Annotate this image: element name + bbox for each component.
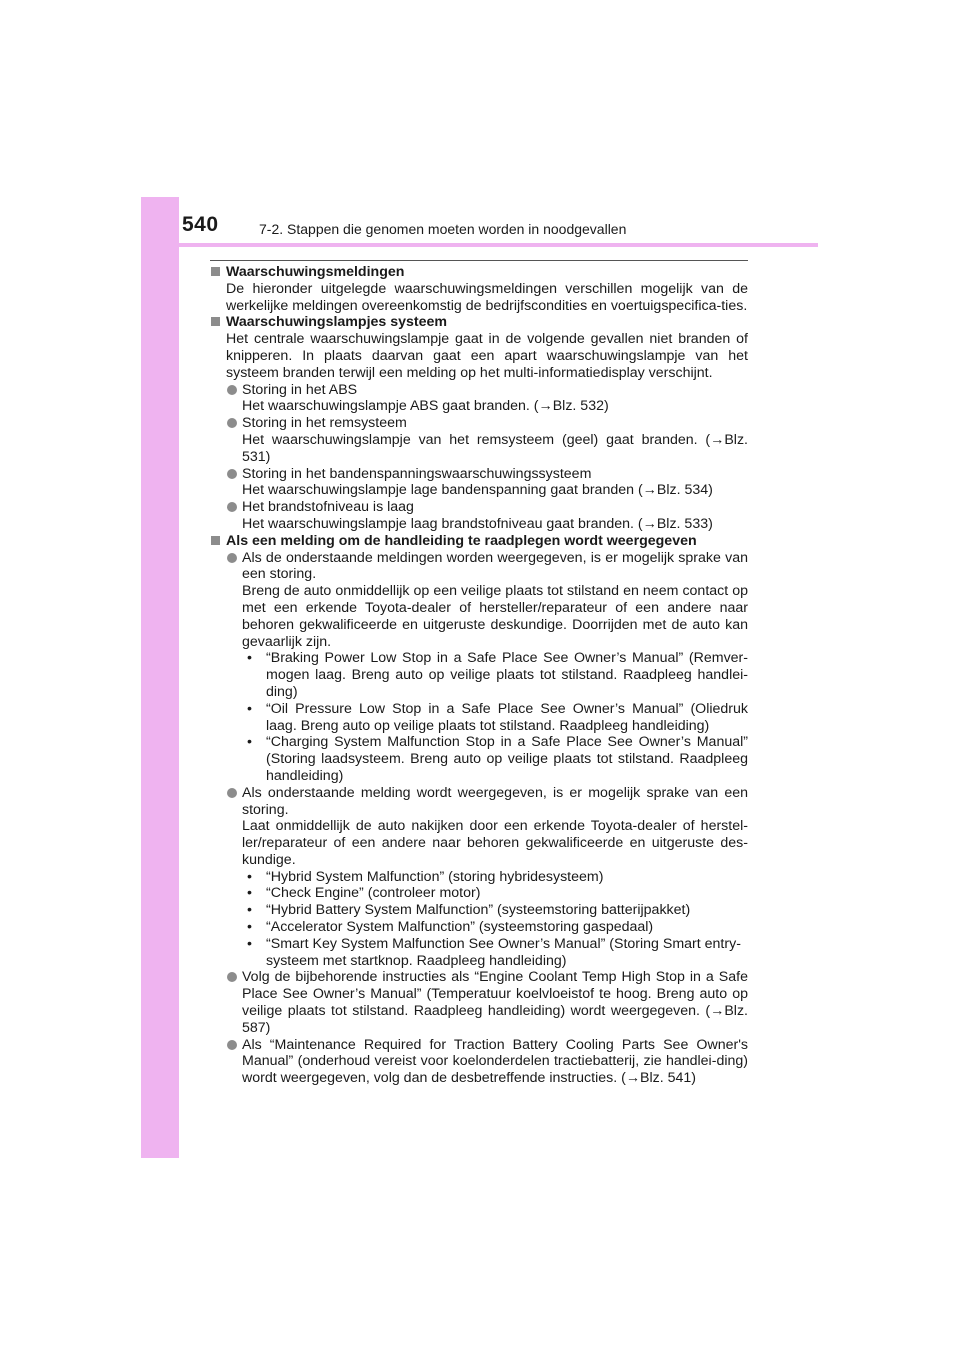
item-text: Het waarschuwingslampje ABS gaat branden. (→Blz. 532) xyxy=(242,398,609,415)
section-heading: Als een melding om de handleiding te raadplegen wordt weergegeven xyxy=(226,532,697,549)
section-handleiding-melding xyxy=(210,533,748,1087)
item-intro: Als de onderstaande meldingen worden weergegeven, is er mogelijk sprake van een storing. xyxy=(242,549,748,583)
section-text: Het centrale waarschuwingslampje gaat in de volgende gevallen niet branden of knipperen. In plaats daarvan gaat een apart waarschuwingslampje van het systeem branden terwijl een melding op het multi-informatiedisplay verschijnt. xyxy=(226,331,748,381)
item-intro: Als onderstaande melding wordt weergegeven, is er mogelijk sprake van een storing. xyxy=(242,784,748,818)
list-item xyxy=(226,969,748,1036)
list-item xyxy=(226,550,748,785)
chapter-section-title: 7-2. Stappen die genomen moeten worden in noodgevallen xyxy=(259,221,627,237)
item-text: Het waarschuwingslampje van het remsysteem (geel) gaat branden. (→Blz. 531) xyxy=(242,431,748,465)
item-title: Storing in het ABS xyxy=(242,381,358,398)
message-bullet: • “Oil Pressure Low Stop in a Safe Place See Owner’s Manual” (Oliedruk laag. Breng auto op veilige plaats tot stilstand. Raadpleeg handleiding) xyxy=(242,701,748,735)
message-bullet: • “Accelerator System Malfunction” (systeemstoring gaspedaal) xyxy=(242,919,748,936)
item-intro: Volg de bijbehorende instructies als “Engine Coolant Temp High Stop in a Safe Place See Owner’s Manual” (Temperatuur koelvloeistof te hoog. Breng auto op veilige plaats tot stilstand. Raadpleeg handleiding) wordt weergegeven. (→Blz. 587) xyxy=(242,969,748,1036)
item-title: Storing in het remsysteem xyxy=(242,415,407,432)
message-bullet: • “Hybrid System Malfunction” (storing hybridesysteem) xyxy=(242,869,748,886)
circle-bullet-icon xyxy=(227,1040,237,1050)
circle-bullet-icon xyxy=(227,502,237,512)
section-text: De hieronder uitgelegde waarschuwingsmeldingen verschillen mogelijk van de werkelijke meldingen overeenkomstig de bedrijfscondities en voertuigspecifica-ties. xyxy=(226,280,748,314)
list-item xyxy=(226,382,748,416)
header-rule xyxy=(141,243,818,247)
message-list xyxy=(242,650,748,784)
chapter-side-band xyxy=(141,197,179,1158)
section-waarschuwingslampjes xyxy=(210,314,748,532)
square-bullet-icon xyxy=(211,317,220,326)
circle-bullet-icon xyxy=(227,788,237,798)
list-item xyxy=(226,785,748,970)
content-top-rule xyxy=(210,260,748,261)
list-item xyxy=(226,499,748,533)
message-bullet: • “Charging System Malfunction Stop in a Safe Place See Owner’s Manual” (Storing laadsysteem. Breng auto op veilige plaats tot stilstand. Raadpleeg handleiding) xyxy=(242,734,748,784)
item-text: Breng de auto onmiddellijk op een veilige plaats tot stilstand en neem contact op met een erkende Toyota-dealer of hersteller/reparateur of een andere naar behoren gekwalificeerde en uitgeruste deskundige. Doorrijden met de auto kan gevaarlijk zijn. xyxy=(242,583,748,650)
circle-bullet-icon xyxy=(227,553,237,563)
circle-bullet-icon xyxy=(227,469,237,479)
message-bullet: • “Hybrid Battery System Malfunction” (systeemstoring batterijpakket) xyxy=(242,902,748,919)
section-heading: Waarschuwingsmeldingen xyxy=(226,264,405,280)
list-item xyxy=(226,1037,748,1087)
message-bullet: • “Check Engine” (controleer motor) xyxy=(242,885,748,902)
item-title: Het brandstofniveau is laag xyxy=(242,499,414,516)
item-text: Het waarschuwingslampje laag brandstofniveau gaat branden. (→Blz. 533) xyxy=(242,515,713,532)
circle-bullet-icon xyxy=(227,972,237,982)
circle-bullet-icon xyxy=(227,418,237,428)
item-title: Storing in het bandenspanningswaarschuwingssysteem xyxy=(242,465,592,482)
item-text: Het waarschuwingslampje lage bandenspanning gaat branden (→Blz. 534) xyxy=(242,482,713,499)
page-content xyxy=(210,264,748,1087)
list-item xyxy=(226,415,748,465)
item-text: Laat onmiddellijk de auto nakijken door een erkende Toyota-dealer of herstel-ler/reparateur of een andere naar behoren gekwalificeerde en uitgeruste des-kundige. xyxy=(242,818,748,868)
section-waarschuwingsmeldingen xyxy=(210,264,748,314)
message-bullet: • “Braking Power Low Stop in a Safe Place See Owner’s Manual” (Remver-mogen laag. Breng auto op veilige plaats tot stilstand. Raadpleeg handlei-ding) xyxy=(242,650,748,700)
circle-bullet-icon xyxy=(227,385,237,395)
item-intro: Als “Maintenance Required for Traction Battery Cooling Parts See Owner's Manual” (onderhoud vereist voor koelonderdelen tractiebatterij, zie handlei-ding) wordt weergegeven, volg dan de desbetreffende instructies. (→Blz. 541) xyxy=(242,1036,748,1087)
message-bullet: • “Smart Key System Malfunction See Owner’s Manual” (Storing Smart entry-systeem met startknop. Raadpleeg handleiding) xyxy=(242,936,748,970)
message-list xyxy=(242,869,748,970)
list-item xyxy=(226,466,748,500)
section-heading: Waarschuwingslampjes systeem xyxy=(226,314,448,331)
page-number: 540 xyxy=(182,213,219,236)
square-bullet-icon xyxy=(211,536,220,545)
square-bullet-icon xyxy=(211,267,220,276)
